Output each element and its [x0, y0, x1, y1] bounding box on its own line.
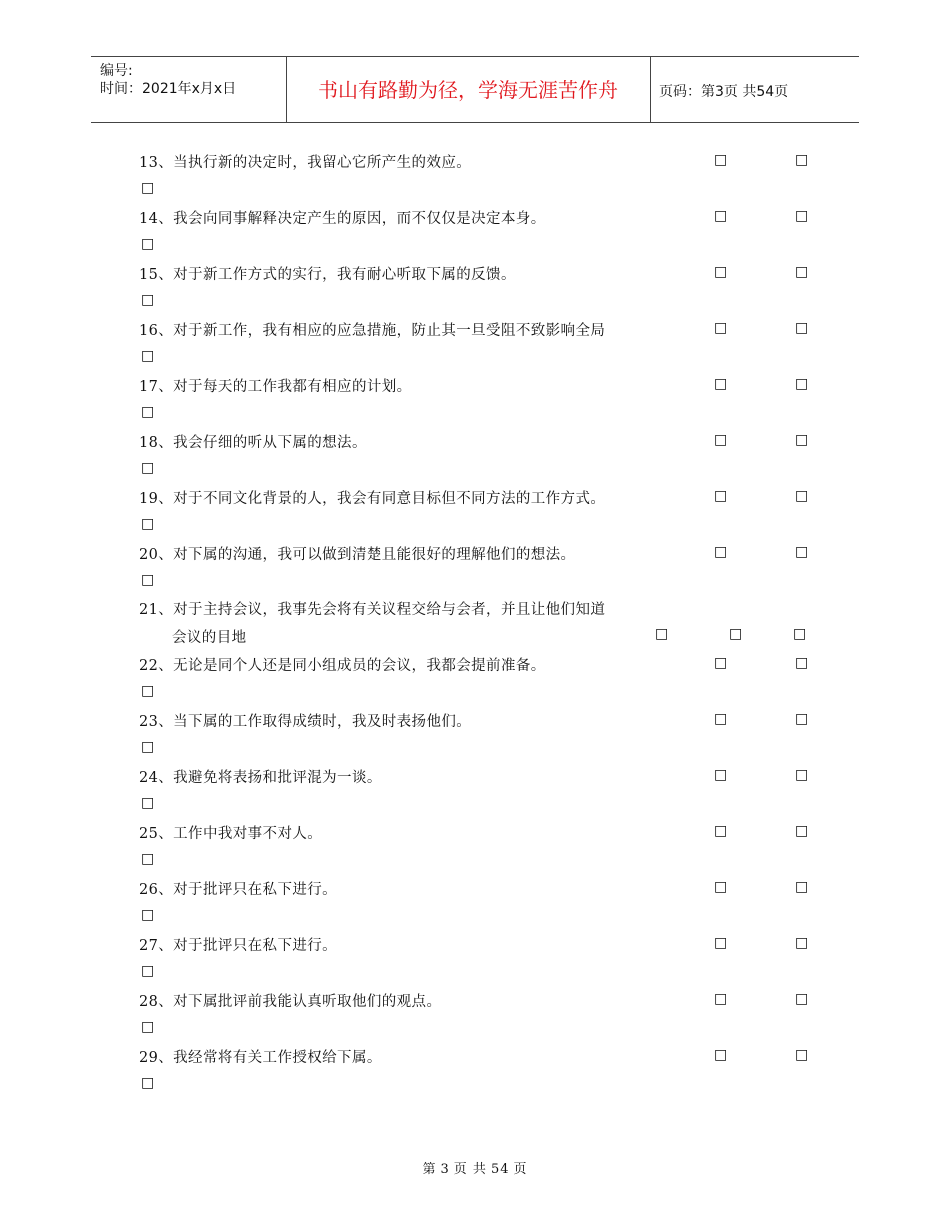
footer-prefix: 第: [422, 1162, 437, 1177]
checkbox-option-2[interactable]: □: [795, 711, 809, 727]
checkbox-option-3[interactable]: □: [141, 180, 155, 196]
question-row: [0, 1046, 950, 1102]
question-row: [0, 878, 950, 934]
question-text: 22、无论是同个人还是同小组成员的会议，我都会提前准备。: [139, 658, 546, 674]
question-text: 28、对下属批评前我能认真听取他们的观点。: [139, 994, 442, 1010]
header-top-rule: [91, 56, 859, 57]
question-text: 24、我避免将表扬和批评混为一谈。: [139, 770, 382, 786]
checkbox-option-3[interactable]: □: [141, 963, 155, 979]
checkbox-option-3[interactable]: □: [141, 795, 155, 811]
question-text: 14、我会向同事解释决定产生的原因，而不仅仅是决定本身。: [139, 211, 546, 227]
checkbox-option-1[interactable]: □: [714, 1047, 728, 1063]
checkbox-option-3[interactable]: □: [141, 236, 155, 252]
header-time-label: 时间：2021年x月x日: [100, 81, 237, 97]
checkbox-option-1[interactable]: □: [714, 376, 728, 392]
question-text: 20、对下属的沟通，我可以做到清楚且能很好的理解他们的想法。: [139, 547, 576, 563]
question-text: 17、对于每天的工作我都有相应的计划。: [139, 379, 412, 395]
checkbox-option-3[interactable]: □: [141, 1019, 155, 1035]
question-text: 26、对于批评只在私下进行。: [139, 882, 338, 898]
checkbox-option-3[interactable]: □: [141, 1075, 155, 1091]
question-text: 29、我经常将有关工作授权给下属。: [139, 1050, 382, 1066]
footer-current-page: 3: [440, 1162, 450, 1177]
checkbox-option-3[interactable]: □: [141, 683, 155, 699]
question-row: [0, 710, 950, 766]
question-row: [0, 151, 950, 207]
checkbox-option-2[interactable]: □: [795, 488, 809, 504]
checkbox-option-2[interactable]: □: [795, 544, 809, 560]
page-footer: [0, 1158, 950, 1177]
checkbox-option-2[interactable]: □: [795, 208, 809, 224]
footer-suffix: 页: [513, 1162, 528, 1177]
question-text: 15、对于新工作方式的实行，我有耐心听取下属的反馈。: [139, 267, 516, 283]
checkbox-option-1[interactable]: □: [655, 626, 669, 642]
checkbox-option-1[interactable]: □: [714, 320, 728, 336]
checkbox-option-3[interactable]: □: [141, 907, 155, 923]
checkbox-option-1[interactable]: □: [714, 208, 728, 224]
checkbox-option-2[interactable]: □: [795, 152, 809, 168]
checkbox-option-3[interactable]: □: [141, 348, 155, 364]
question-row: [0, 822, 950, 878]
checkbox-option-2[interactable]: □: [795, 376, 809, 392]
question-text: 19、对于不同文化背景的人，我会有同意目标但不同方法的工作方式。: [139, 491, 606, 507]
checkbox-option-1[interactable]: □: [714, 991, 728, 1007]
question-row: [0, 263, 950, 319]
checkbox-option-2[interactable]: □: [795, 991, 809, 1007]
checkbox-option-1[interactable]: □: [714, 823, 728, 839]
checkbox-option-2[interactable]: □: [795, 767, 809, 783]
checkbox-option-2[interactable]: □: [795, 264, 809, 280]
checkbox-option-3[interactable]: □: [141, 404, 155, 420]
checkbox-option-1[interactable]: □: [714, 879, 728, 895]
checkbox-option-2[interactable]: □: [795, 655, 809, 671]
checkbox-option-1[interactable]: □: [714, 488, 728, 504]
question-row: [0, 990, 950, 1046]
question-text: 23、当下属的工作取得成绩时，我及时表扬他们。: [139, 714, 472, 730]
checkbox-option-3[interactable]: □: [141, 851, 155, 867]
checkbox-option-1[interactable]: □: [714, 432, 728, 448]
question-text: 13、当执行新的决定时，我留心它所产生的效应。: [139, 155, 472, 171]
checkbox-option-3[interactable]: □: [141, 516, 155, 532]
header-bottom-rule: [91, 122, 859, 123]
checkbox-option-3[interactable]: □: [141, 460, 155, 476]
checkbox-option-1[interactable]: □: [714, 152, 728, 168]
question-text-continued: 会议的目地: [172, 630, 247, 646]
header-number-label: 编号:: [100, 63, 133, 79]
question-text: 16、对于新工作，我有相应的应急措施，防止其一旦受阻不致影响全局: [139, 323, 606, 339]
question-row: [0, 543, 950, 599]
question-row: [0, 207, 950, 263]
checkbox-option-1[interactable]: □: [714, 655, 728, 671]
checkbox-option-3[interactable]: □: [141, 292, 155, 308]
question-row: [0, 375, 950, 431]
question-row: [0, 766, 950, 822]
checkbox-option-2[interactable]: □: [729, 626, 743, 642]
checkbox-option-2[interactable]: □: [795, 823, 809, 839]
question-text: 18、我会仔细的听从下属的想法。: [139, 435, 367, 451]
question-row: [0, 654, 950, 710]
question-row: [0, 487, 950, 543]
header-motto: 书山有路勤为径，学海无涯苦作舟: [318, 78, 618, 102]
question-row: [0, 431, 950, 487]
header-page-info: 页码：第3页 共54页: [659, 84, 789, 100]
checkbox-option-2[interactable]: □: [795, 935, 809, 951]
checkbox-option-3[interactable]: □: [141, 739, 155, 755]
footer-total-pages: 54: [490, 1162, 510, 1177]
question-row: [0, 934, 950, 990]
checkbox-option-1[interactable]: □: [714, 935, 728, 951]
question-text: 21、对于主持会议，我事先会将有关议程交给与会者，并且让他们知道: [139, 602, 606, 618]
checkbox-option-3[interactable]: □: [793, 626, 807, 642]
checkbox-option-2[interactable]: □: [795, 879, 809, 895]
header-divider-right: [650, 56, 651, 122]
checkbox-option-1[interactable]: □: [714, 264, 728, 280]
question-row: [0, 319, 950, 375]
question-text: 27、对于批评只在私下进行。: [139, 938, 338, 954]
checkbox-option-3[interactable]: □: [141, 572, 155, 588]
checkbox-option-1[interactable]: □: [714, 711, 728, 727]
checkbox-option-2[interactable]: □: [795, 320, 809, 336]
footer-mid: 页 共: [453, 1162, 487, 1177]
checkbox-option-1[interactable]: □: [714, 767, 728, 783]
checkbox-option-1[interactable]: □: [714, 544, 728, 560]
question-text: 25、工作中我对事不对人。: [139, 826, 323, 842]
checkbox-option-2[interactable]: □: [795, 1047, 809, 1063]
checkbox-option-2[interactable]: □: [795, 432, 809, 448]
